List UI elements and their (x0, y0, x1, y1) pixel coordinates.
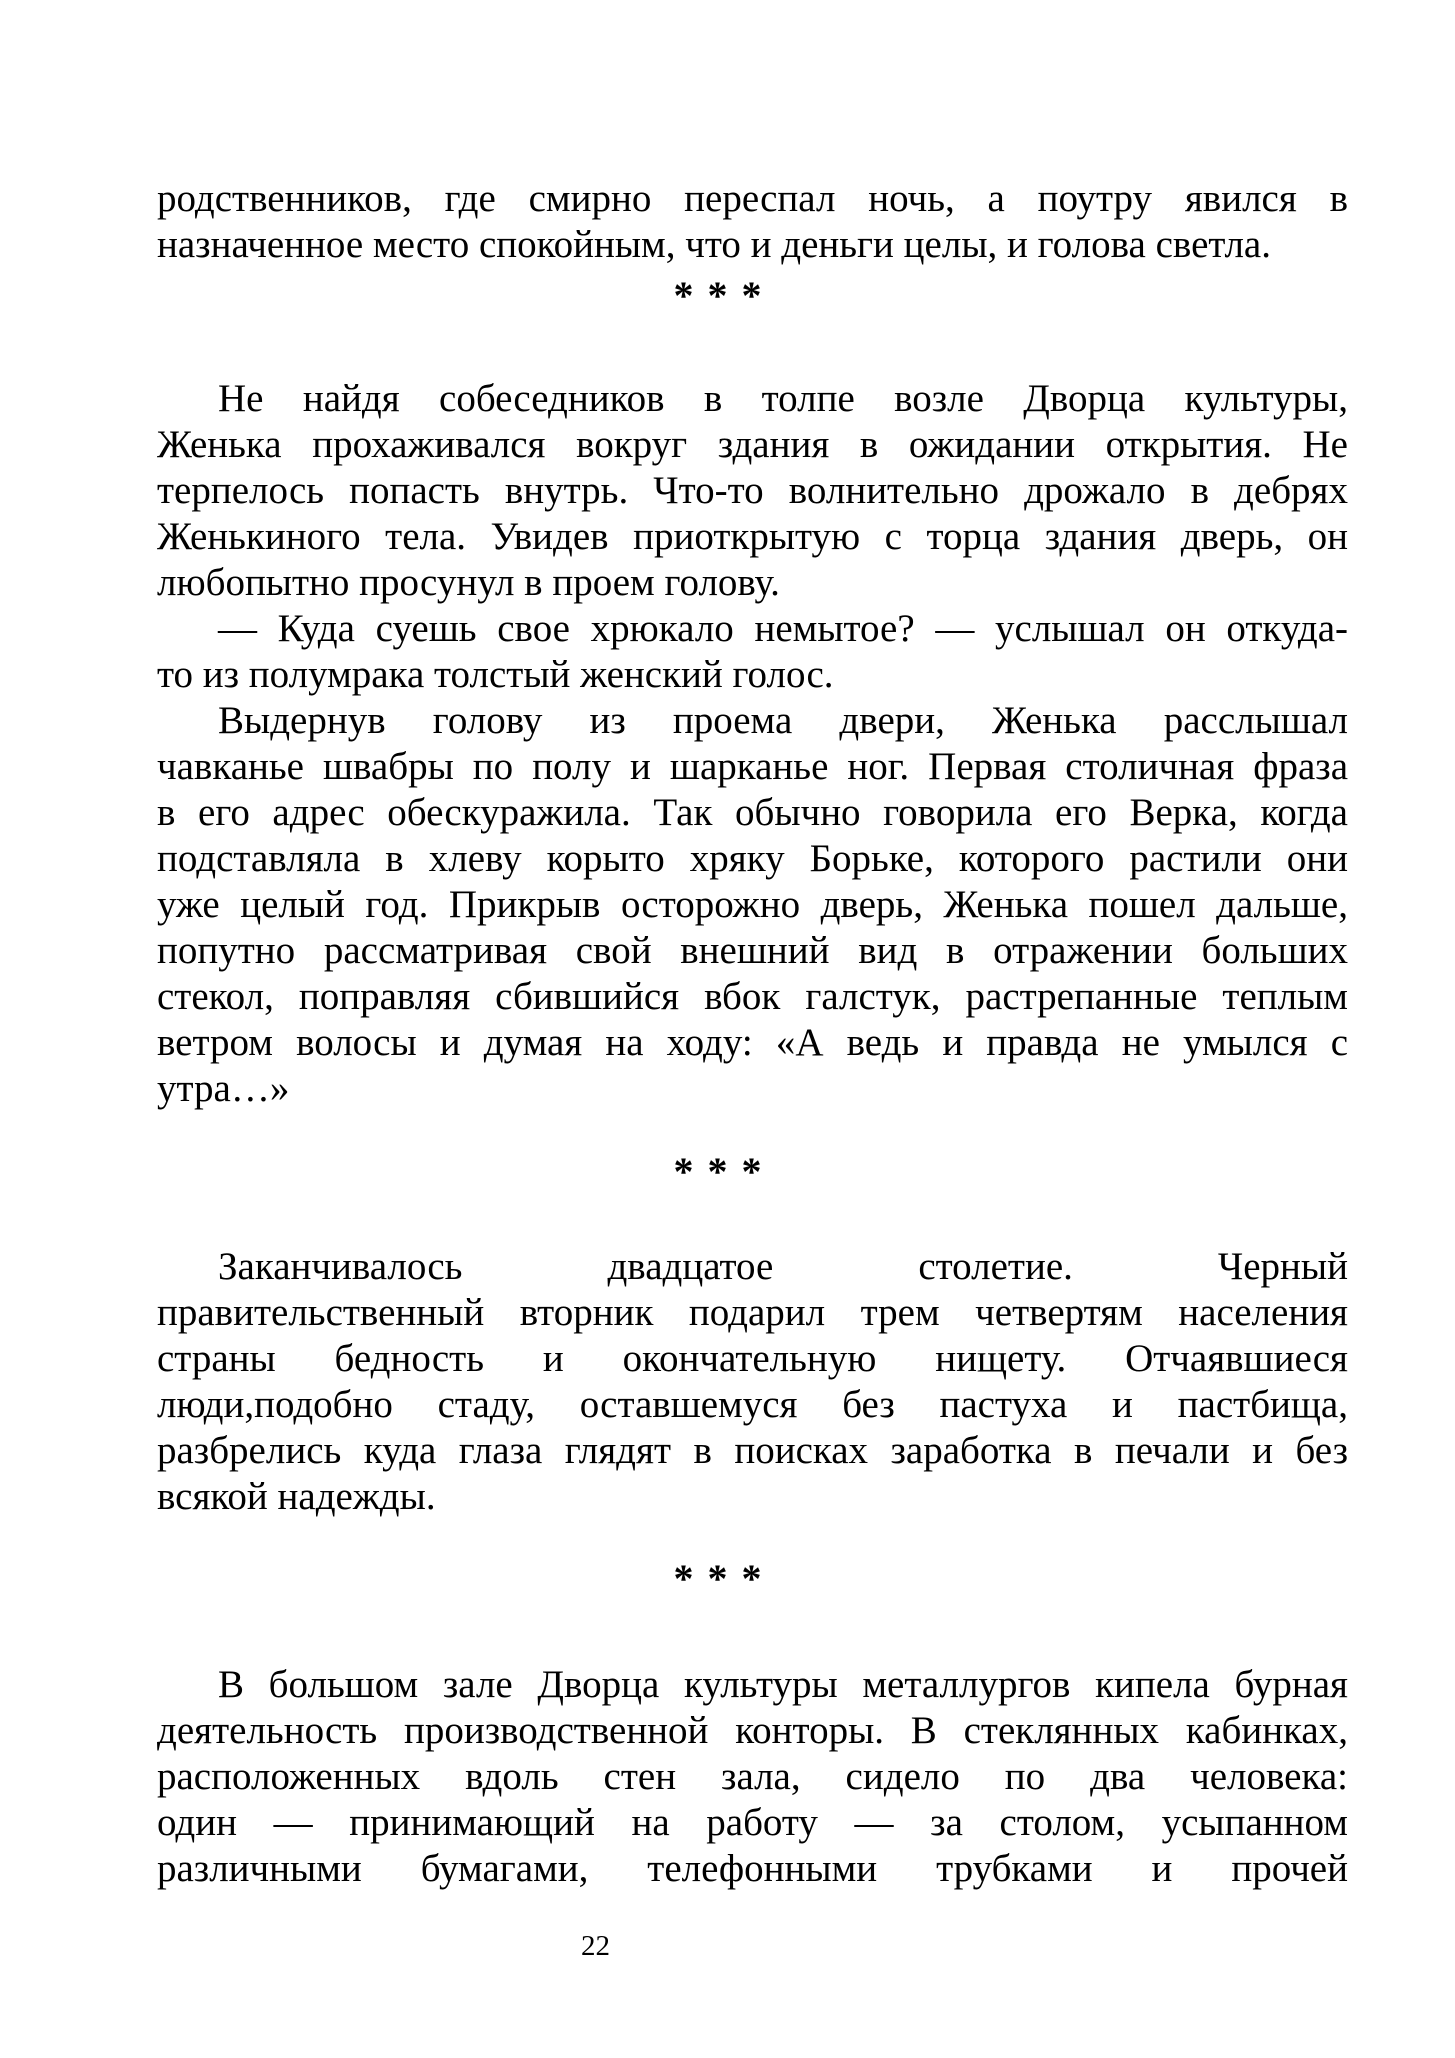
text-line: в его адрес обескуражила. Так обычно говорила его Верка, когда (157, 791, 1348, 834)
text-line: страны бедность и окончательную нищету. Отчаявшиеся (157, 1337, 1348, 1380)
text-line: родственников, где смирно переспал ночь, а поутру явился в (157, 177, 1348, 220)
text-line: Не найдя собеседников в толпе возле Дворца культуры, (218, 377, 1348, 420)
text-line: то из полумрака толстый женский голос. (157, 653, 834, 696)
text-line: В большом зале Дворца культуры металлургов кипела бурная (218, 1663, 1348, 1706)
paragraph (157, 1244, 1348, 1520)
section-separator: * * * (673, 1149, 764, 1194)
text-line: попутно рассматривая свой внешний вид в отражении больших (157, 929, 1348, 972)
text-line: назначенное место спокойным, что и деньги целы, и голова светла. (157, 223, 1271, 266)
text-line: люди,подобно стаду, оставшемуся без пастуха и пастбища, (157, 1383, 1348, 1426)
text-line: Женькиного тела. Увидев приоткрытую с торца здания дверь, он (157, 515, 1348, 558)
text-line: утра…» (157, 1067, 290, 1110)
dialog-paragraph (157, 606, 1348, 698)
paragraph (157, 376, 1348, 606)
text-line: Заканчивалось двадцатое столетие. Черный (218, 1245, 1348, 1288)
text-line: всякой надежды. (157, 1475, 436, 1518)
text-line: различными бумагами, телефонными трубками и прочей (157, 1847, 1348, 1890)
section-separator: * * * (673, 273, 764, 318)
text-line: чавканье швабры по полу и шарканье ног. Первая столичная фраза (157, 745, 1348, 788)
text-line: Женька прохаживался вокруг здания в ожидании открытия. Не (157, 423, 1348, 466)
text-line: уже целый год. Прикрыв осторожно дверь, Женька пошел дальше, (157, 883, 1348, 926)
text-line: любопытно просунул в проем голову. (157, 561, 780, 604)
text-line: разбрелись куда глаза глядят в поисках заработка в печали и без (157, 1429, 1348, 1472)
paragraph (157, 1662, 1348, 1892)
paragraph-continuation (157, 176, 1348, 268)
section-separator: * * * (673, 1556, 764, 1601)
page-number: 22 (581, 1930, 610, 1962)
text-line: терпелось попасть внутрь. Что-то волнительно дрожало в дебрях (157, 469, 1348, 512)
text-line: подставляла в хлеву корыто хряку Борьке, которого растили они (157, 837, 1348, 880)
text-line: стекол, поправляя сбившийся вбок галстук, растрепанные теплым (157, 975, 1348, 1018)
text-line: ветром волосы и думая на ходу: «А ведь и правда не умылся с (157, 1021, 1348, 1064)
text-line: — Куда суешь свое хрюкало немытое? — услышал он откуда- (218, 607, 1348, 650)
text-line: Выдернув голову из проема двери, Женька расслышал (218, 699, 1348, 742)
text-line: правительственный вторник подарил трем четвертям населения (157, 1291, 1348, 1334)
text-line: один — принимающий на работу — за столом, усыпанном (157, 1801, 1348, 1844)
text-line: деятельность производственной конторы. В стеклянных кабинках, (157, 1709, 1348, 1752)
paragraph (157, 698, 1348, 1112)
text-line: расположенных вдоль стен зала, сидело по два человека: (157, 1755, 1348, 1798)
